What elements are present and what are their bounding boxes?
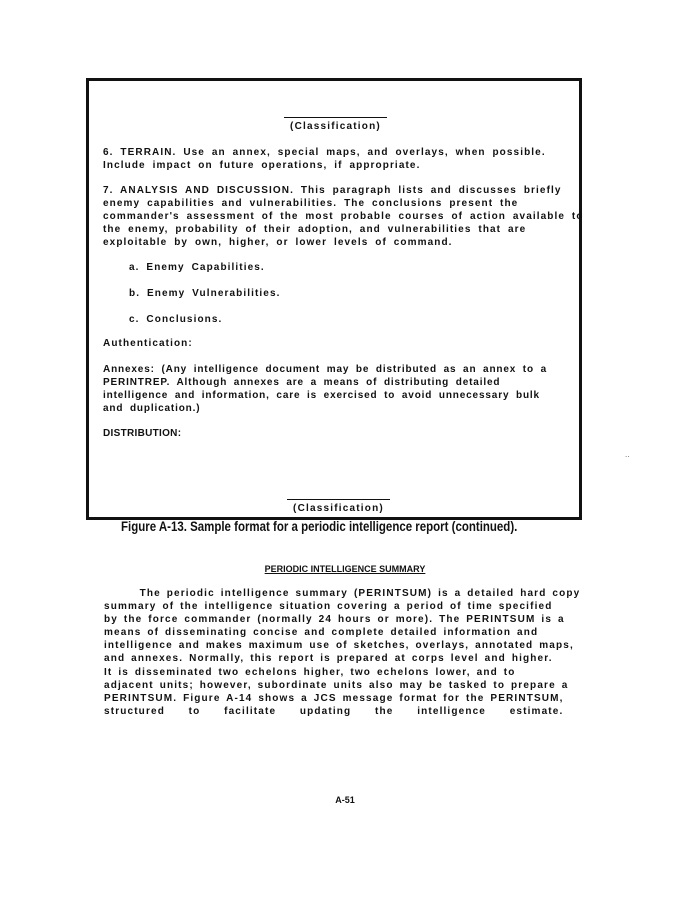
text-line: by the force commander (normally 24 hours or more). The PERINTSUM is a [104,614,565,626]
text-line: Include impact on future operations, if appropriate. [103,160,421,171]
classification-bottom: (Classification) [287,499,390,514]
text-line: exploitable by own, higher, or lower levels of command. [103,237,453,248]
text-line: summary of the intelligence situation covering a period of time specified [104,601,553,613]
annexes-paragraph [103,363,547,415]
text-line: enemy capabilities and vulnerabilities. The conclusions present the [103,198,519,209]
authentication-label: Authentication: [103,338,193,349]
text-line: and duplication.) [103,403,201,414]
text-line: It is disseminated two echelons higher, two echelons lower, and to [104,666,516,678]
text-line: PERINTREP. Although annexes are a means of distributing detailed [103,377,501,388]
text-line: and annexes. Normally, this report is prepared at corps level and higher. [104,653,553,665]
dots-mark: .. [625,450,630,459]
item-enemy-vulnerabilities: b. Enemy Vulnerabilities. [129,288,281,299]
item-enemy-capabilities: a. Enemy Capabilities. [129,262,265,273]
text-line: PERINTSUM. Figure A-14 shows a JCS message format for the PERINTSUM, [104,692,564,704]
page-number: A-51 [335,795,355,805]
section-body [104,587,580,718]
text-line: 7. ANALYSIS AND DISCUSSION. This paragraph lists and discusses briefly [103,185,562,196]
text-line: 6. TERRAIN. Use an annex, special maps, and overlays, when possible. [103,147,546,158]
text-line: The periodic intelligence summary (PERINTSUM) is a detailed hard copy [104,588,581,599]
paragraph-analysis [103,184,584,249]
classification-top: (Classification) [284,117,387,132]
report-format-frame [86,78,630,520]
text-line: intelligence and makes maximum use of sketches, overlays, annotated maps, [104,640,574,652]
distribution-label: DISTRIBUTION: [103,428,182,439]
text-line: structured to facilitate updating the intelligence estimate. [104,705,564,717]
text-line: adjacent units; however, subordinate units also may be tasked to prepare a [104,679,569,691]
figure-caption: Figure A-13. Sample format for a periodic intelligence report (continued). [121,518,518,534]
text-line: intelligence and information, care is exercised to avoid unnecessary bulk [103,390,540,401]
text-line: means of disseminating concise and complete detailed information and [104,627,539,639]
text-line: Annexes: (Any intelligence document may be distributed as an annex to a [103,364,547,375]
paragraph-terrain [103,146,546,172]
text-line: the enemy, probability of their adoption, and vulnerabilities that are [103,224,527,235]
text-line: commander's assessment of the most probable courses of action available to [103,211,584,222]
section-heading: PERIODIC INTELLIGENCE SUMMARY [264,564,426,574]
item-conclusions: c. Conclusions. [129,314,223,325]
